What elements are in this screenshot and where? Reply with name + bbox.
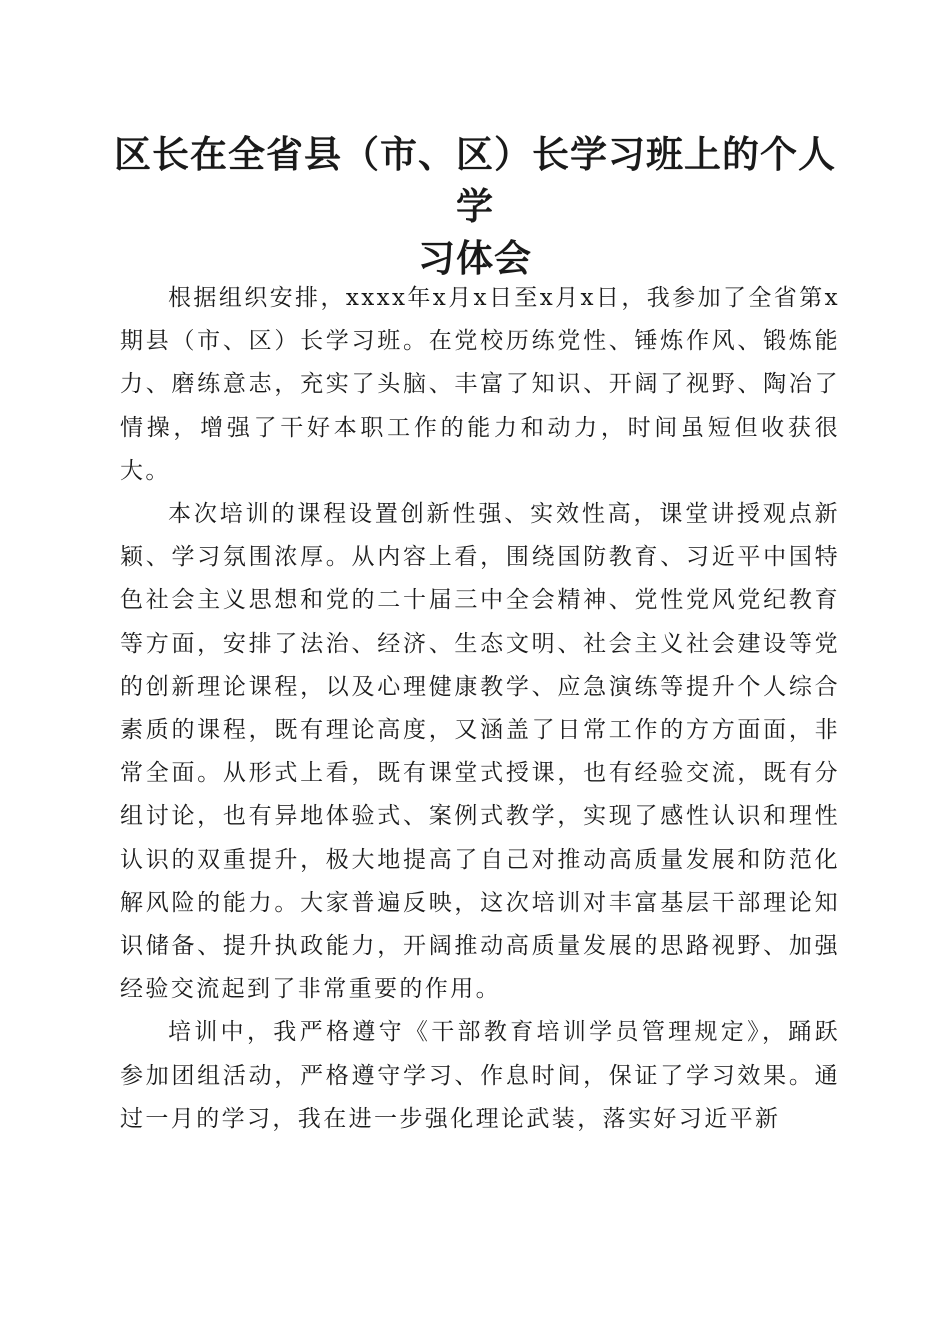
paragraph-3: 培训中，我严格遵守《干部教育培训学员管理规定》，踊跃参加团组活动，严格遵守学习、作息时间，保证了学习效果。通过一月的学习，我在进一步强化理论武装，落实好习近平新: [120, 1019, 840, 1132]
document-title: [100, 128, 850, 284]
title-line-2: 习体会: [418, 236, 532, 280]
title-line-1: 区长在全省县（市、区）长学习班上的个人学: [114, 132, 836, 228]
paragraph-2: 本次培训的课程设置创新性强、实效性高，课堂讲授观点新颖、学习氛围浓厚。从内容上看，围绕国防教育、习近平中国特色社会主义思想和党的二十届三中全会精神、党性党风党纪教育等方面，安排了法治、经济、生态文明、社会主义社会建设等党的创新理论课程，以及心理健康教学、应急演练等提升个人综合素质的课程，既有理论高度，又涵盖了日常工作的方方面面，非常全面。从形式上看，既有课堂式授课，也有经验交流，既有分组讨论，也有异地体验式、案例式教学，实现了感性认识和理性认识的双重提升，极大地提高了自己对推动高质量发展和防范化解风险的能力。大家普遍反映，这次培训对丰富基层干部理论知识储备、提升执政能力，开阔推动高质量发展的思路视野、加强经验交流起到了非常重要的作用。: [120, 501, 840, 1003]
paragraph-1: 根据组织安排，xxxx年x月x日至x月x日，我参加了全省第x期县（市、区）长学习班。在党校历练党性、锤炼作风、锻炼能力、磨练意志，充实了头脑、丰富了知识、开阔了视野、陶冶了情操，增强了干好本职工作的能力和动力，时间虽短但收获很大。: [120, 285, 840, 484]
document-body: [120, 277, 840, 1141]
